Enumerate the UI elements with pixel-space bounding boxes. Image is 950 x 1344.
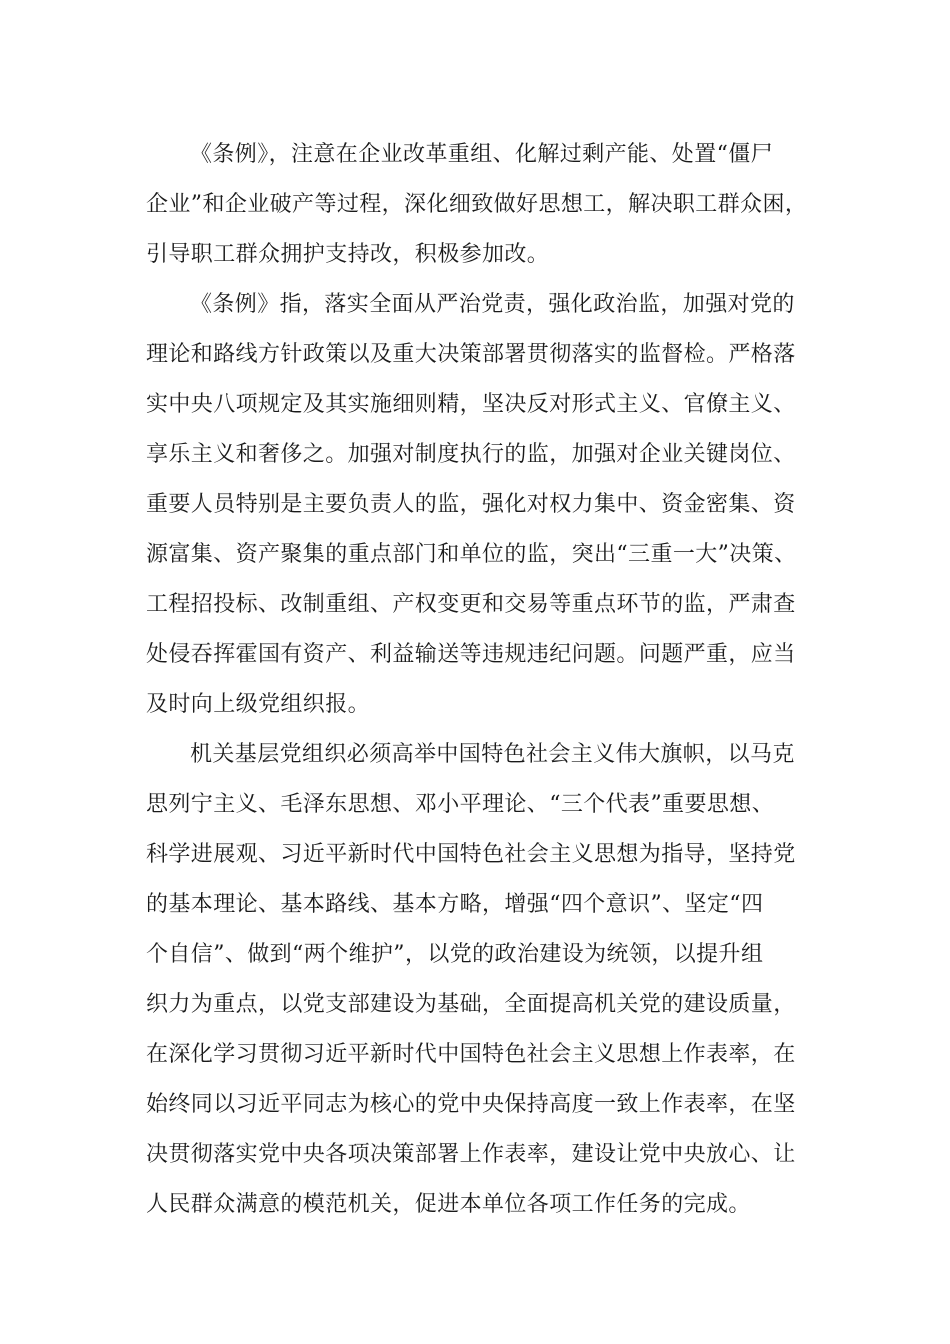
text-line: 重要人员特别是主要负责人的监，强化对权力集中、资金密集、资 xyxy=(146,492,796,517)
text-line: 及时向上级党组织报。 xyxy=(146,692,371,717)
text-line: 理论和路线方针政策以及重大决策部署贯彻落实的监督检。严格落 xyxy=(146,342,796,367)
text-line: 企业”和企业破产等过程，深化细致做好思想工，解决职工群众困， xyxy=(146,192,808,217)
text-line: 引导职工群众拥护支持改，积极参加改。 xyxy=(146,242,550,267)
paragraph-1 xyxy=(146,130,826,280)
text-line: 实中央八项规定及其实施细则精，坚决反对形式主义、官僚主义、 xyxy=(146,392,796,417)
text-line: 决贯彻落实党中央各项决策部署上作表率，建设让党中央放心、让 xyxy=(146,1142,796,1167)
document-body xyxy=(146,130,826,1230)
text-line: 科学进展观、习近平新时代中国特色社会主义思想为指导，坚持党 xyxy=(146,842,796,867)
text-line: 工程招投标、改制重组、产权变更和交易等重点环节的监，严肃查 xyxy=(146,592,796,617)
text-line: 《条例》指，落实全面从严治党责，强化政治监，加强对党的 xyxy=(190,292,795,317)
paragraph-3 xyxy=(146,730,826,1230)
text-line: 的基本理论、基本路线、基本方略，增强“四个意识”、坚定“四 xyxy=(146,892,764,917)
text-line: 始终同以习近平同志为核心的党中央保持高度一致上作表率，在坚 xyxy=(146,1092,796,1117)
text-line: 《条例》，注意在企业改革重组、化解过剩产能、处置“僵尸 xyxy=(190,142,774,167)
text-line: 享乐主义和奢侈之。加强对制度执行的监，加强对企业关键岗位、 xyxy=(146,442,796,467)
text-line: 个自信”、做到“两个维护”，以党的政治建设为统领，以提升组 xyxy=(146,942,764,967)
paragraph-2 xyxy=(146,280,826,730)
text-line: 源富集、资产聚集的重点部门和单位的监，突出“三重一大”决策、 xyxy=(146,542,797,567)
text-line: 机关基层党组织必须高举中国特色社会主义伟大旗帜，以马克 xyxy=(190,742,795,767)
text-line: 在深化学习贯彻习近平新时代中国特色社会主义思想上作表率，在 xyxy=(146,1042,796,1067)
text-line: 织力为重点，以党支部建设为基础，全面提高机关党的建设质量， xyxy=(146,992,796,1017)
text-line: 处侵吞挥霍国有资产、利益输送等违规违纪问题。问题严重，应当 xyxy=(146,642,796,667)
text-line: 人民群众满意的模范机关，促进本单位各项工作任务的完成。 xyxy=(146,1192,751,1217)
text-line: 思列宁主义、毛泽东思想、邓小平理论、“三个代表”重要思想、 xyxy=(146,792,775,817)
